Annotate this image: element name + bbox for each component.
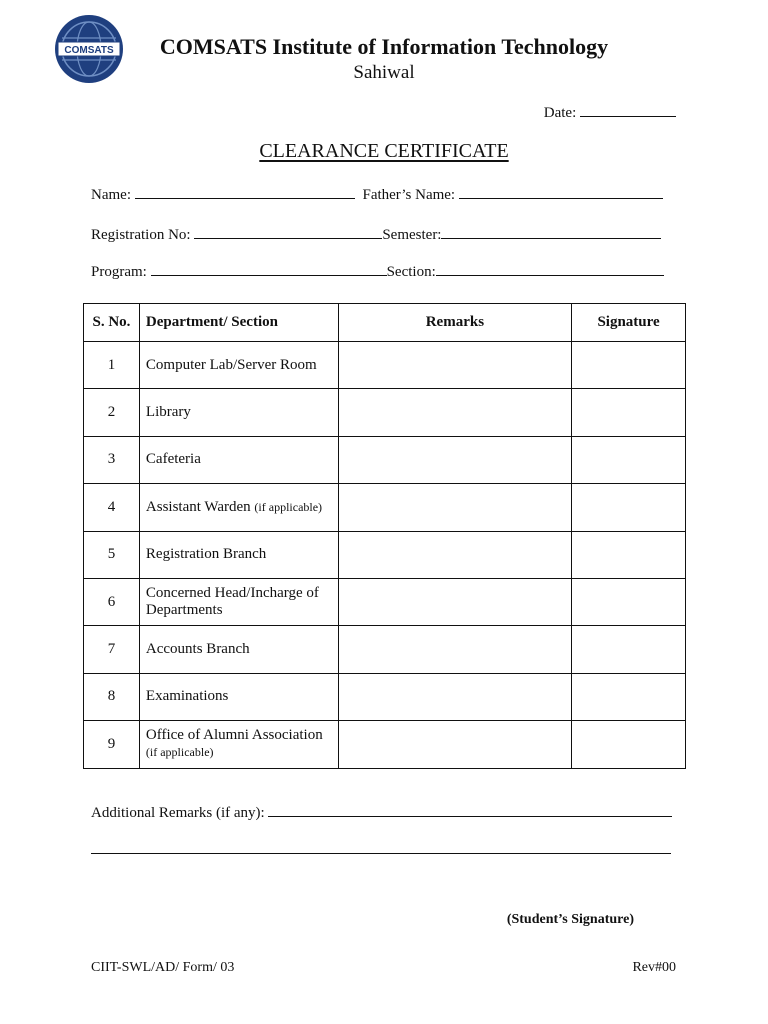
row-remarks-cell[interactable] bbox=[338, 436, 572, 483]
additional-remarks-blank[interactable] bbox=[268, 804, 672, 817]
row-signature-cell[interactable] bbox=[572, 484, 686, 531]
date-field bbox=[544, 104, 676, 122]
row-remarks-cell[interactable] bbox=[338, 626, 572, 673]
row-department: Cafeteria bbox=[139, 436, 338, 483]
row-remarks-cell[interactable] bbox=[338, 389, 572, 436]
program-row bbox=[91, 263, 676, 281]
table-row bbox=[84, 342, 686, 389]
row-signature-cell[interactable] bbox=[572, 673, 686, 720]
row-sno: 7 bbox=[84, 626, 140, 673]
name-blank[interactable] bbox=[135, 186, 355, 199]
row-signature-cell[interactable] bbox=[572, 531, 686, 578]
name-row bbox=[91, 186, 676, 204]
semester-blank[interactable] bbox=[441, 226, 661, 239]
additional-remarks-label: Additional Remarks (if any): bbox=[91, 805, 265, 821]
table-row bbox=[84, 673, 686, 720]
additional-remarks-line-2[interactable] bbox=[91, 853, 671, 854]
program-blank[interactable] bbox=[151, 263, 387, 276]
section-blank[interactable] bbox=[436, 263, 664, 276]
fathers-name-blank[interactable] bbox=[459, 186, 663, 199]
table-row bbox=[84, 626, 686, 673]
row-sno: 9 bbox=[84, 721, 140, 768]
table-row bbox=[84, 721, 686, 768]
row-department: Office of Alumni Association (if applicable) bbox=[139, 721, 338, 768]
form-code: CIIT-SWL/AD/ Form/ 03 bbox=[91, 960, 235, 975]
table-row bbox=[84, 436, 686, 483]
row-sno: 2 bbox=[84, 389, 140, 436]
row-department: Assistant Warden (if applicable) bbox=[139, 484, 338, 531]
header-department: Department/ Section bbox=[139, 304, 338, 342]
row-signature-cell[interactable] bbox=[572, 436, 686, 483]
row-signature-cell[interactable] bbox=[572, 342, 686, 389]
row-sno: 1 bbox=[84, 342, 140, 389]
header-signature: Signature bbox=[572, 304, 686, 342]
row-remarks-cell[interactable] bbox=[338, 342, 572, 389]
row-note: (if applicable) bbox=[145, 745, 214, 760]
row-remarks-cell[interactable] bbox=[338, 484, 572, 531]
row-sno: 3 bbox=[84, 436, 140, 483]
additional-remarks-row bbox=[91, 804, 671, 822]
registration-label: Registration No: bbox=[91, 227, 191, 243]
row-signature-cell[interactable] bbox=[572, 389, 686, 436]
table-header-row bbox=[84, 304, 686, 342]
campus-name: Sahiwal bbox=[353, 62, 415, 83]
table-row bbox=[84, 531, 686, 578]
row-sno: 4 bbox=[84, 484, 140, 531]
fathers-name-label: Father’s Name: bbox=[362, 187, 456, 203]
row-remarks-cell[interactable] bbox=[338, 578, 572, 625]
semester-label: Semester: bbox=[382, 227, 442, 243]
date-label: Date: bbox=[543, 105, 577, 121]
registration-row bbox=[91, 226, 676, 244]
certificate-title: CLEARANCE CERTIFICATE bbox=[259, 140, 509, 162]
table-row bbox=[84, 578, 686, 625]
row-department: Computer Lab/Server Room bbox=[139, 342, 338, 389]
table-row bbox=[84, 484, 686, 531]
row-sno: 5 bbox=[84, 531, 140, 578]
clearance-table bbox=[83, 303, 686, 769]
program-label: Program: bbox=[91, 264, 147, 280]
institute-name: COMSATS Institute of Information Technology bbox=[159, 34, 609, 59]
header-remarks: Remarks bbox=[338, 304, 572, 342]
row-signature-cell[interactable] bbox=[572, 721, 686, 768]
table-row bbox=[84, 389, 686, 436]
name-label: Name: bbox=[91, 187, 131, 203]
row-department: Library bbox=[139, 389, 338, 436]
row-department: Registration Branch bbox=[139, 531, 338, 578]
row-remarks-cell[interactable] bbox=[338, 673, 572, 720]
row-sno: 6 bbox=[84, 578, 140, 625]
row-department: Concerned Head/Incharge of Departments bbox=[139, 578, 338, 625]
header-sno: S. No. bbox=[84, 304, 140, 342]
registration-blank[interactable] bbox=[194, 226, 382, 239]
row-remarks-cell[interactable] bbox=[338, 531, 572, 578]
row-note: (if applicable) bbox=[254, 499, 323, 514]
logo-text: COMSATS bbox=[64, 45, 114, 56]
row-signature-cell[interactable] bbox=[572, 626, 686, 673]
row-sno: 8 bbox=[84, 673, 140, 720]
row-department: Accounts Branch bbox=[139, 626, 338, 673]
row-remarks-cell[interactable] bbox=[338, 721, 572, 768]
revision-number: Rev#00 bbox=[632, 960, 676, 975]
row-department: Examinations bbox=[139, 673, 338, 720]
section-label: Section: bbox=[386, 264, 436, 280]
row-signature-cell[interactable] bbox=[572, 578, 686, 625]
student-signature-label: (Student’s Signature) bbox=[506, 912, 634, 927]
date-blank[interactable] bbox=[580, 104, 676, 117]
